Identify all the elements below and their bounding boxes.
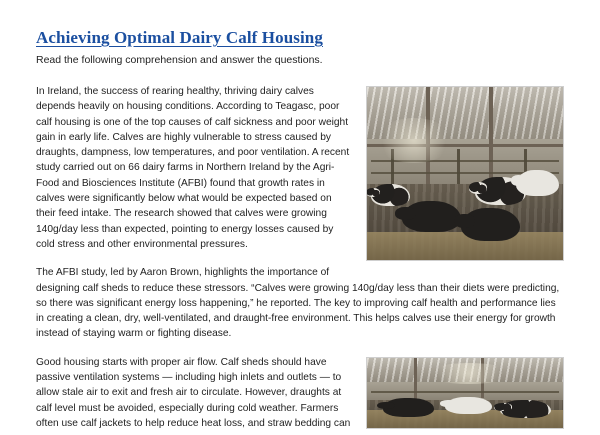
paragraph-2: The AFBI study, led by Aaron Brown, highlights the importance of designing calf sheds to reduce these stressors. “Calves were growing 140g/day less than their diets were predicting, so there was significant energy loss happening,” he reported. The key to improving calf health and performance lies in creating a clean, dry, well-ventilated, and draught-free environment. This helps calves use their energy for growth instead of staying warm or fighting disease. [36, 267, 560, 340]
calf-shed-photo-1 [366, 86, 564, 261]
document-body [36, 84, 564, 431]
paragraph-1: In Ireland, the success of rearing healthy, thriving dairy calves depends heavily on housing conditions. According to Teagasc, poor calf housing is one of the top causes of calf sickness and poor weight gain in early life. Calves are highly vulnerable to stress caused by draughts, dampness, low temperatures, and poor ventilation. A recent study carried out on 66 dairy farms in Northern Ireland by the Agri-Food and Biosciences Institute (AFBI) found that growth rates in calves were significantly below what would be expected based on their feed intake. The research showed that calves were growing 140g/day less than expected, pointing to energy losses caused by cold stress and other environmental pressures. [36, 86, 350, 250]
page-title: Achieving Optimal Dairy Calf Housing [36, 28, 323, 47]
calf-shed-photo-2 [366, 357, 564, 429]
barn-illustration-1 [367, 87, 563, 260]
paragraph-3: Good housing starts with proper air flow. Calf sheds should have passive ventilation systems — including high inlets and outlets — to allow stale air to exit and fresh air to circulate. However, draughts at calf level must be avoided, especially during cold weather. Farmers often use calf jackets to help reduce heat loss, and straw bedding can [36, 356, 351, 429]
instruction-text: Read the following comprehension and answer the questions. [36, 54, 323, 66]
barn-illustration-2 [367, 358, 563, 428]
